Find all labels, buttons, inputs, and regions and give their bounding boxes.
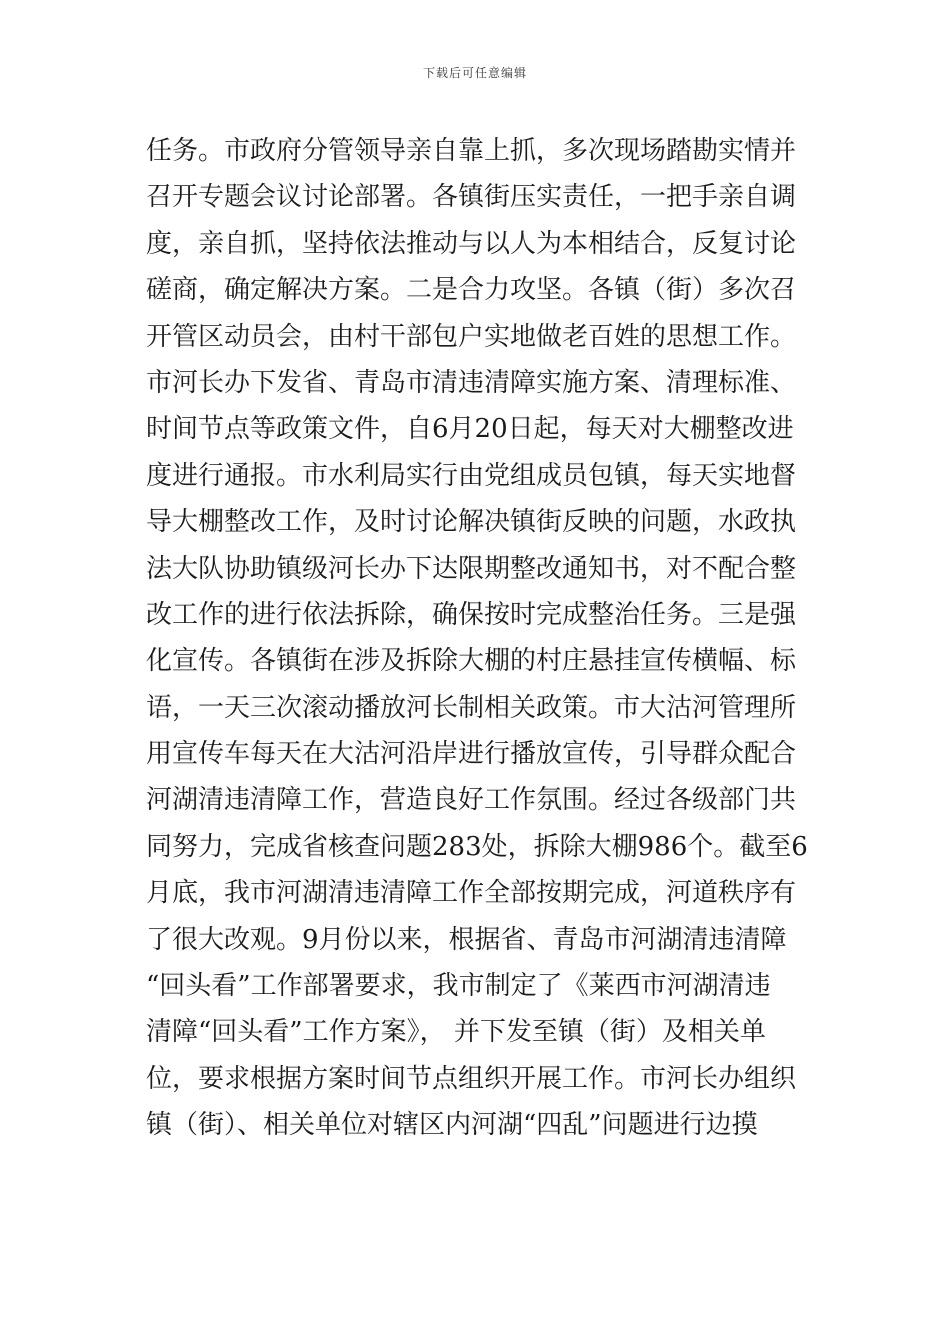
text-line: 改工作的进行依法拆除，确保按时完成整治任务。三是强 [146,599,797,630]
text-line: 月底，我市河湖清违清障工作全部按期完成，河道秩序有 [146,878,797,909]
text-line: 镇（街）、相关单位对辖区内河湖“四乱”问题进行边摸 [146,1110,758,1141]
text-line: 导大棚整改工作，及时讨论解决镇街反映的问题，水政执 [146,507,797,538]
text-line: 市河长办下发省、青岛市清违清障实施方案、清理标准、 [146,367,797,398]
text-line: 法大队协助镇级河长办下达限期整改通知书，对不配合整 [146,553,797,584]
text-line: 度，亲自抓，坚持依法推动与以人为本相结合，反复讨论 [146,228,797,259]
text-line: 了很大改观。9月份以来，根据省、青岛市河湖清违清障 [146,924,787,955]
text-line: 清障“回头看”工作方案》， 并下发至镇（街）及相关单 [146,1017,766,1048]
text-line: “回头看”工作部署要求，我市制定了《莱西市河湖清违 [146,971,771,1002]
text-line: 任务。市政府分管领导亲自靠上抓，多次现场踏勘实情并 [146,136,797,166]
text-line: 时间节点等政策文件，自6月20日起，每天对大棚整改进 [146,414,794,445]
text-line: 度进行通报。市水利局实行由党组成员包镇，每天实地督 [146,460,797,491]
text-line: 用宣传车每天在大沽河沿岸进行播放宣传，引导群众配合 [146,739,797,770]
document-body [146,128,806,1149]
text-line: 位，要求根据方案时间节点组织开展工作。市河长办组织 [146,1063,797,1094]
text-line: 同努力，完成省核查问题283处，拆除大棚986个。截至6 [146,831,808,862]
text-line: 河湖清违清障工作，营造良好工作氛围。经过各级部门共 [146,785,797,816]
page-header: 下载后可任意编辑 [422,66,527,80]
text-line: 语，一天三次滚动播放河长制相关政策。市大沽河管理所 [146,692,797,723]
text-line: 开管区动员会，由村干部包户实地做老百姓的思想工作。 [146,321,797,352]
text-line: 召开专题会议讨论部署。各镇街压实责任，一把手亲自调 [146,182,797,213]
text-line: 磋商，确定解决方案。二是合力攻坚。各镇（街）多次召 [146,275,797,306]
text-line: 化宣传。各镇街在涉及拆除大棚的村庄悬挂宣传横幅、标 [146,646,797,677]
